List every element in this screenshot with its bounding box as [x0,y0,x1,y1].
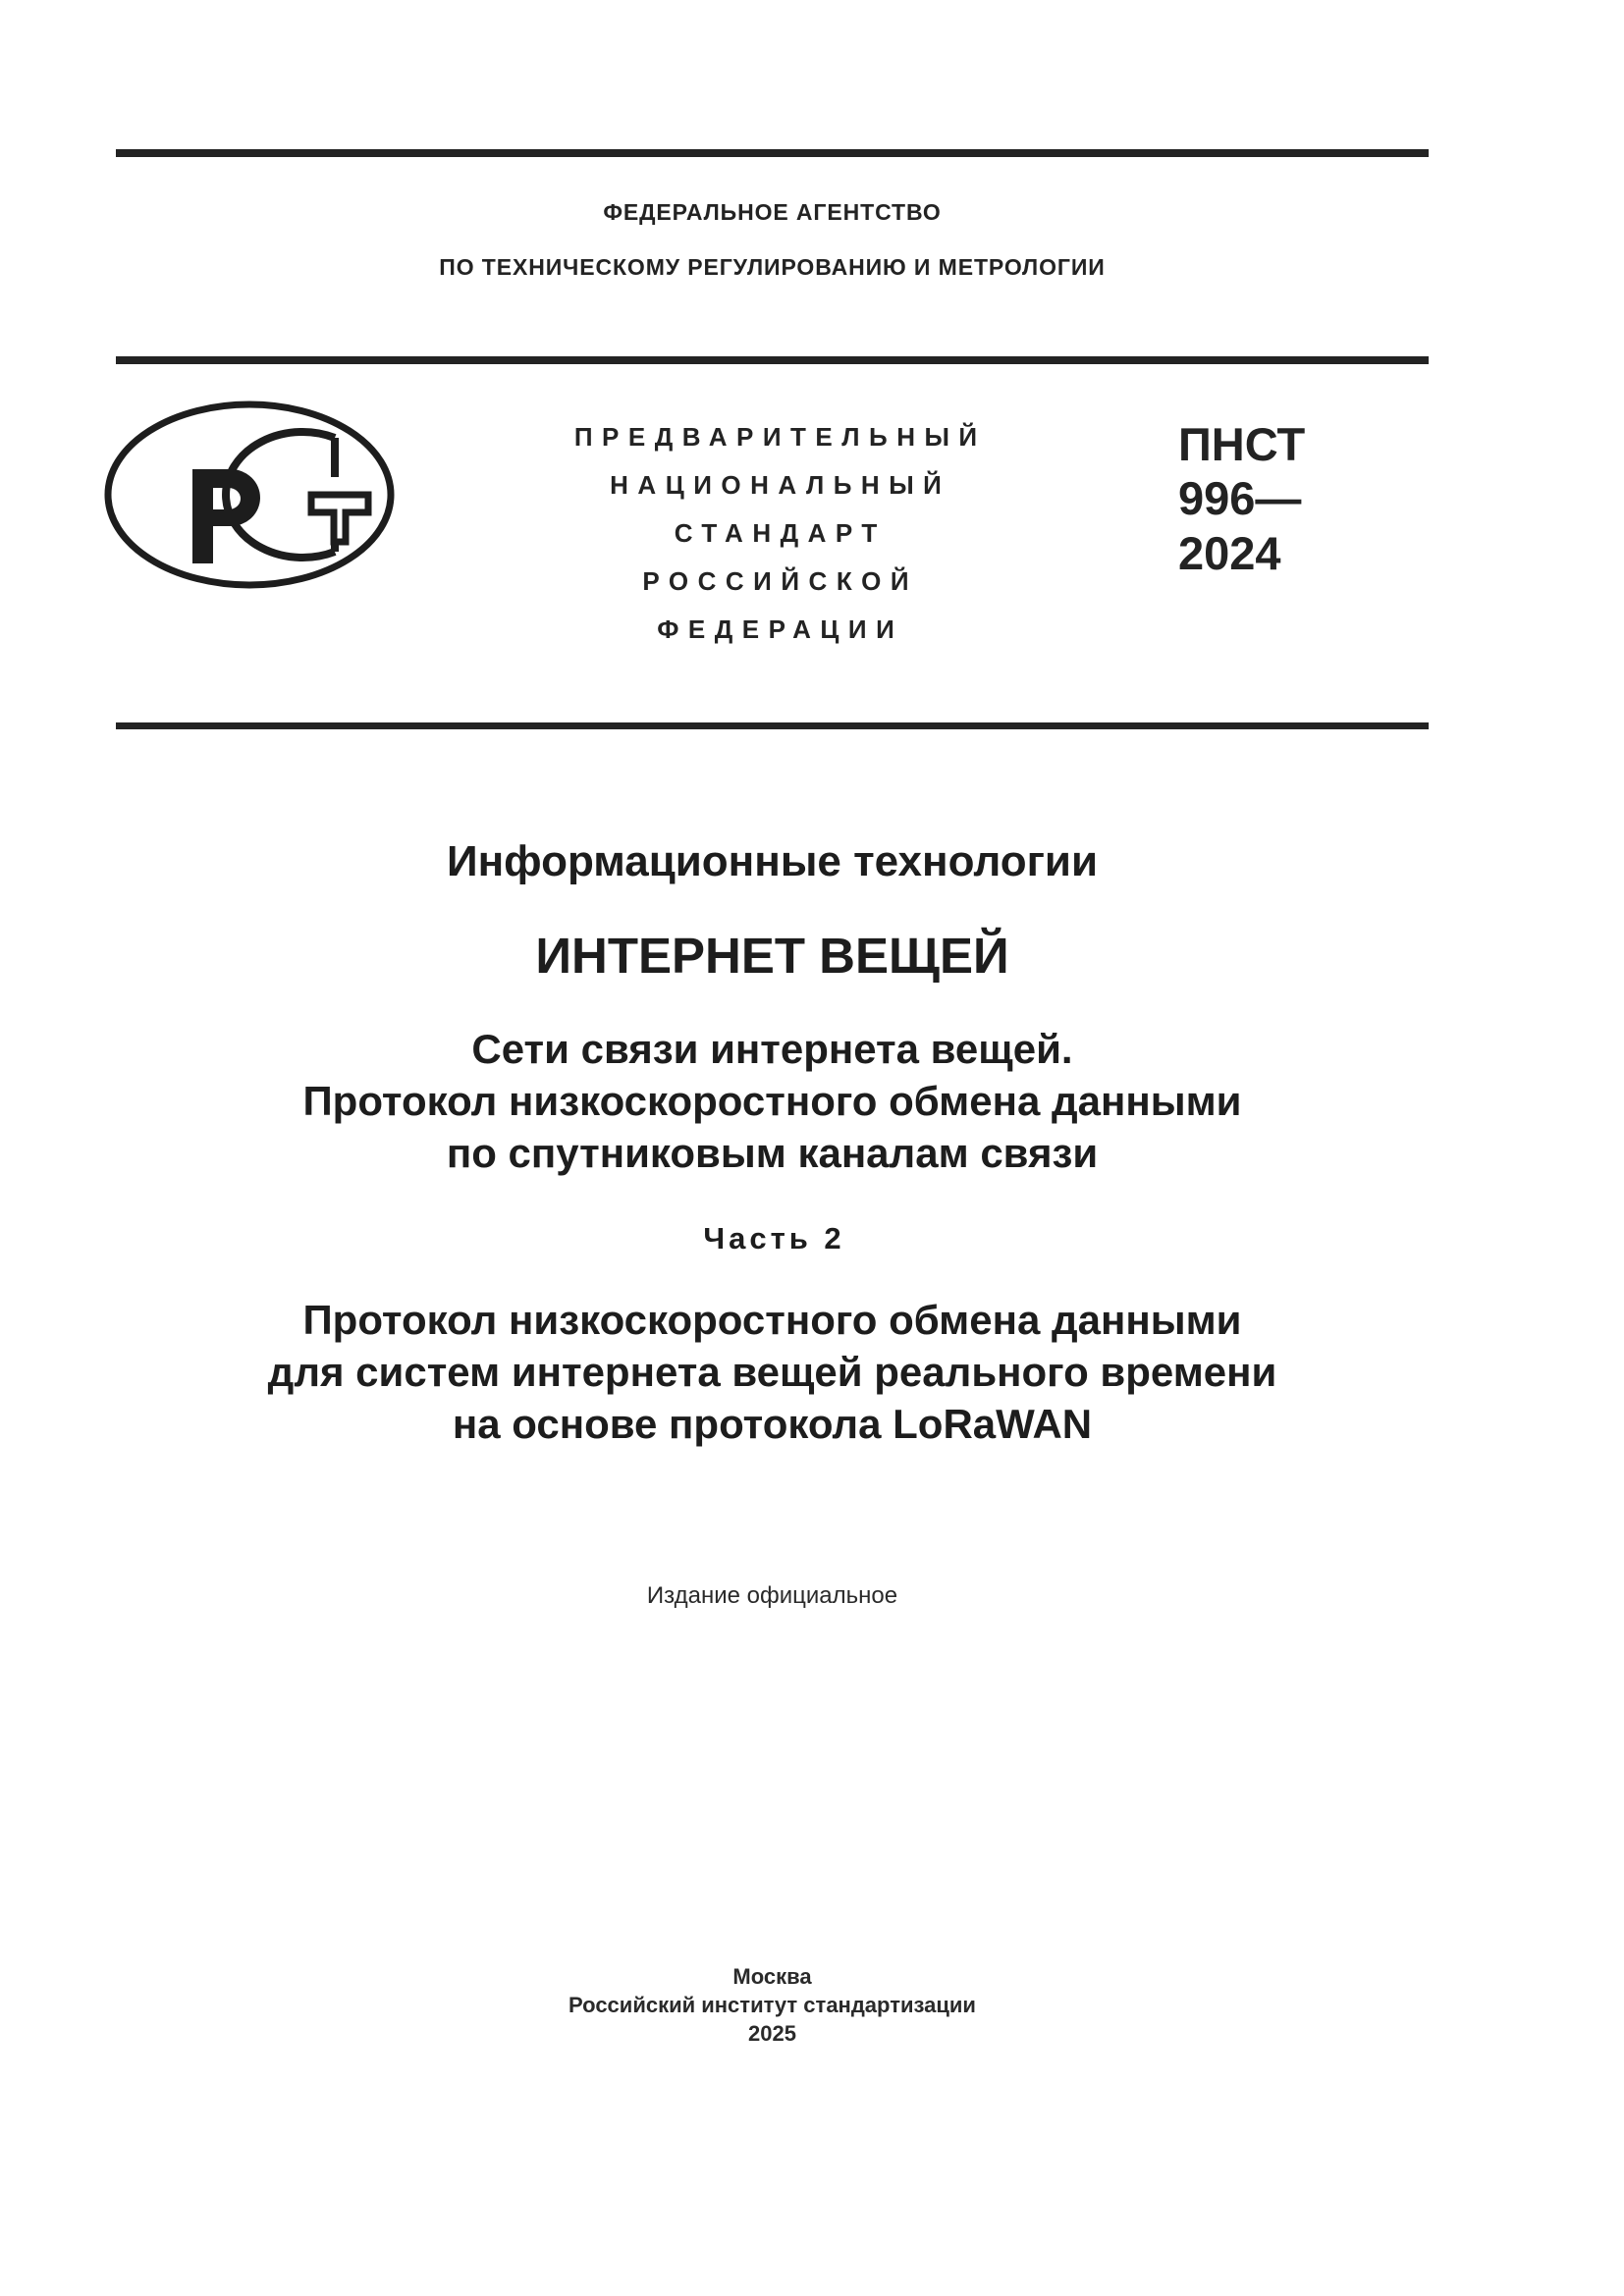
title-field: Информационные технологии [446,837,1099,885]
title-subtitle-line-2: Протокол низкоскоростного обмена данными [302,1077,1242,1124]
standard-kind-line-4: РОССИЙСКОЙ [642,566,919,596]
title-part-title-line-3: на основе протокола LoRaWAN [452,1400,1093,1447]
imprint-block [116,1962,1429,2048]
title-part-title [116,1295,1429,1451]
title-subtitle-line-1: Сети связи интернета вещей. [471,1026,1073,1072]
official-edition-note: Издание официальное [646,1582,898,1609]
title-block [116,837,1429,1450]
imprint-publisher: Российский институт стандартизации [568,1993,976,2018]
standard-kind-line-2: НАЦИОНАЛЬНЫЙ [610,470,951,500]
imprint-year: 2025 [748,2021,796,2047]
title-subtitle-line-3: по спутниковым каналам связи [446,1129,1099,1176]
agency-name-line-2: ПО ТЕХНИЧЕСКОМУ РЕГУЛИРОВАНИЮ И МЕТРОЛОГИИ [439,254,1106,280]
rosstandart-emblem-icon [102,397,397,593]
title-part-number: Часть 2 [703,1220,845,1255]
title-part-title-line-1: Протокол низкоскоростного обмена данными [302,1296,1242,1343]
imprint-city: Москва [732,1964,812,1989]
standard-designation [1178,417,1429,580]
standard-kind-block [412,424,1139,642]
title-part-title-line-2: для систем интернета вещей реального времени [267,1348,1277,1395]
designation-number: 996— [1178,472,1302,525]
title-object: ИНТЕРНЕТ ВЕЩЕЙ [535,928,1009,984]
agency-header [116,201,1429,279]
designation-year: 2024 [1178,526,1281,579]
horizontal-rule-top [116,149,1429,157]
standard-kind-line-1: ПРЕДВАРИТЕЛЬНЫЙ [573,422,987,452]
standard-kind-line-3: СТАНДАРТ [674,518,887,548]
standard-kind-line-5: ФЕДЕРАЦИИ [657,614,904,644]
horizontal-rule-middle [116,356,1429,364]
horizontal-rule-bottom [116,722,1429,729]
agency-name-line-1: ФЕДЕРАЛЬНОЕ АГЕНТСТВО [603,199,942,225]
title-subtitle [116,1024,1429,1180]
designation-prefix: ПНСТ [1178,418,1306,470]
